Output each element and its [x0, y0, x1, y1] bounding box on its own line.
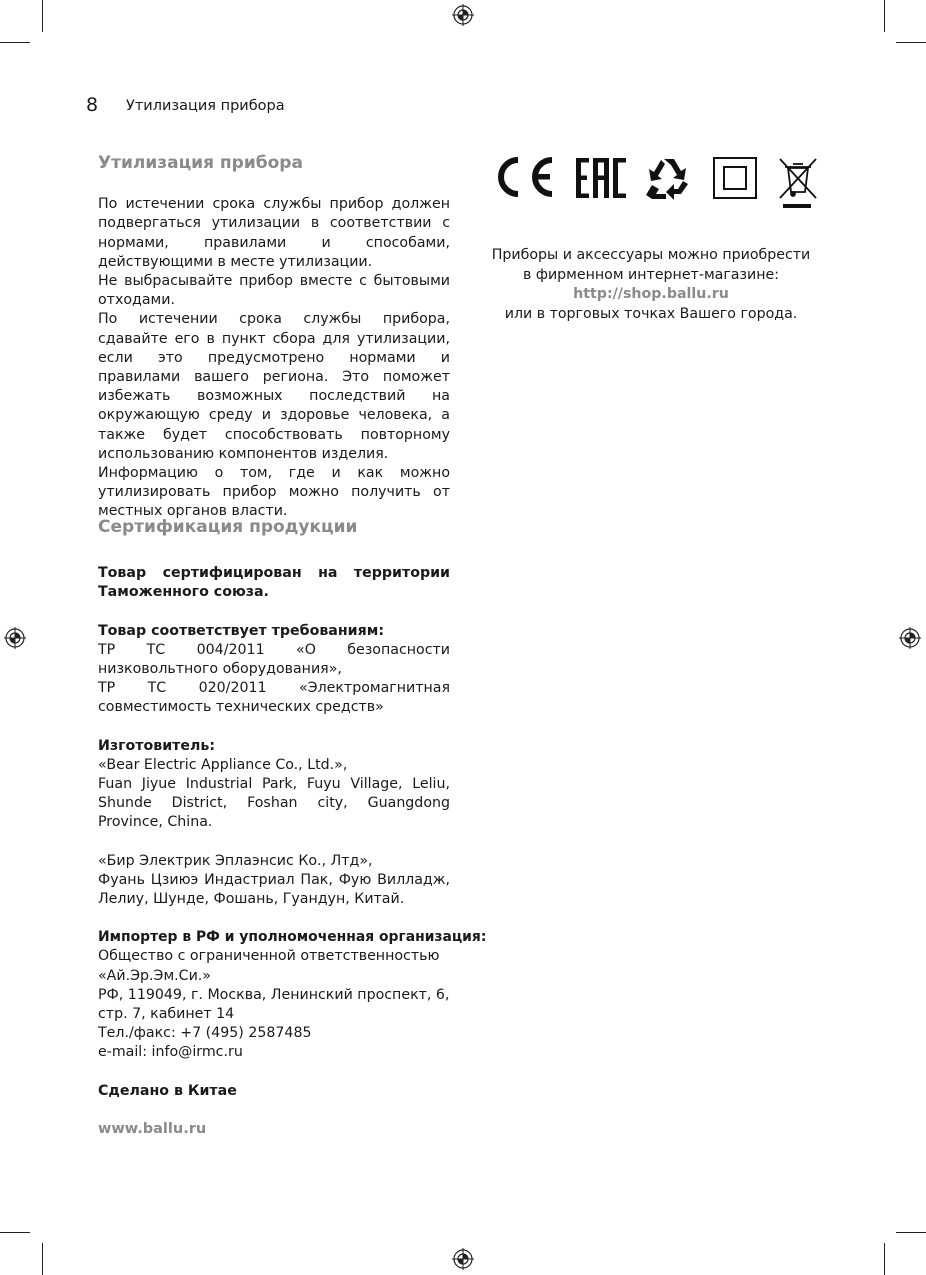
disposal-paragraph: По истечении срока службы прибора, сдавайте его в пункт сбора для утилизации, если это предусмотрено нормами и правилами вашего региона. Это поможет избежать возможных последствий на окружающую среду и здоровье человека, а также будет способствовать повторному использованию компонентов изделия. [98, 311, 450, 462]
requirements-heading: Товар соответствует требованиям: [98, 622, 384, 639]
purchase-line: или в торговых точках Вашего города. [504, 305, 798, 322]
requirement-item: ТР ТС 020/2011 «Электромагнитная совместимость технических средств» [98, 680, 450, 716]
disposal-title: Утилизация прибора [98, 153, 303, 173]
ce-mark-icon [501, 160, 552, 194]
crop-mark [0, 42, 30, 43]
website-link[interactable]: www.ballu.ru [98, 1120, 207, 1137]
importer-line: Тел./факс: +7 (495) 2587485 [98, 1025, 312, 1042]
registration-mark-icon [899, 627, 921, 649]
eac-mark-icon [576, 158, 626, 198]
crop-mark [896, 1232, 926, 1233]
importer-heading: Импортер в РФ и уполномоченная организация: [98, 929, 487, 946]
requirement-item: ТР ТС 004/2011 «О безопасности низковольтного оборудования», [98, 641, 450, 678]
made-in: Сделано в Китае [98, 1082, 237, 1099]
crop-mark [42, 1243, 43, 1275]
manufacturer-address-en: Fuan Jiyue Industrial Park, Fuyu Village, Leliu, Shunde District, Foshan city, Guangdong Province, China. [98, 776, 450, 831]
importer-line: «Ай.Эр.Эм.Си.» [98, 967, 211, 984]
shop-url-link[interactable]: http://shop.ballu.ru [573, 286, 729, 302]
registration-mark-icon [452, 4, 474, 26]
crop-mark [896, 42, 926, 43]
importer-line: Общество с ограниченной ответственностью [98, 948, 440, 965]
disposal-section [98, 154, 450, 522]
manufacturer-heading: Изготовитель: [98, 737, 216, 754]
importer-email: e-mail: info@irmc.ru [98, 1044, 243, 1061]
importer-line: стр. 7, кабинет 14 [98, 1006, 235, 1023]
certification-title: Сертификация продукции [98, 517, 358, 537]
compliance-marks [488, 154, 818, 210]
double-insulation-icon [714, 158, 756, 198]
registration-mark-icon [4, 627, 26, 649]
manufacturer-name-ru: «Бир Электрик Эплаэнсис Ко., Лтд», [98, 852, 373, 869]
importer-line: РФ, 119049, г. Москва, Ленинский проспект, 6, [98, 986, 450, 1003]
running-title: Утилизация прибора [126, 98, 285, 114]
crop-mark [884, 0, 885, 32]
disposal-paragraph: Не выбрасывайте прибор вместе с бытовыми отходами. [98, 273, 450, 309]
page-number: 8 [86, 94, 99, 116]
purchase-line: Приборы и аксессуары можно приобрести [491, 247, 811, 263]
purchase-info [488, 246, 814, 324]
marks-strip [488, 154, 818, 210]
certified-statement: Товар сертифицирован на территории Таможенного союза. [98, 565, 450, 601]
crop-mark [884, 1243, 885, 1275]
certification-section [98, 517, 487, 1139]
manufacturer-address-ru: Фуань Цзиюэ Индастриал Пак, Фую Вилладж, Лелиу, Шунде, Фошань, Гуандун, Китай. [98, 871, 450, 908]
purchase-line: в фирменном интернет-магазине: [522, 266, 780, 283]
registration-mark-icon [452, 1248, 474, 1270]
crop-mark [0, 1232, 30, 1233]
recycle-icon [646, 159, 688, 200]
disposal-paragraph: Информацию о том, где и как можно утилизировать прибор можно получить от местных органов власти. [98, 465, 450, 520]
crop-mark [42, 0, 43, 32]
manufacturer-name-en: «Bear Electric Appliance Co., Ltd.», [98, 756, 348, 773]
disposal-paragraph: По истечении срока службы прибор должен подвергаться утилизации в соответствии с нормами, правилами и способами, действующими в месте утилизации. [98, 196, 450, 270]
weee-bin-icon [780, 159, 816, 208]
